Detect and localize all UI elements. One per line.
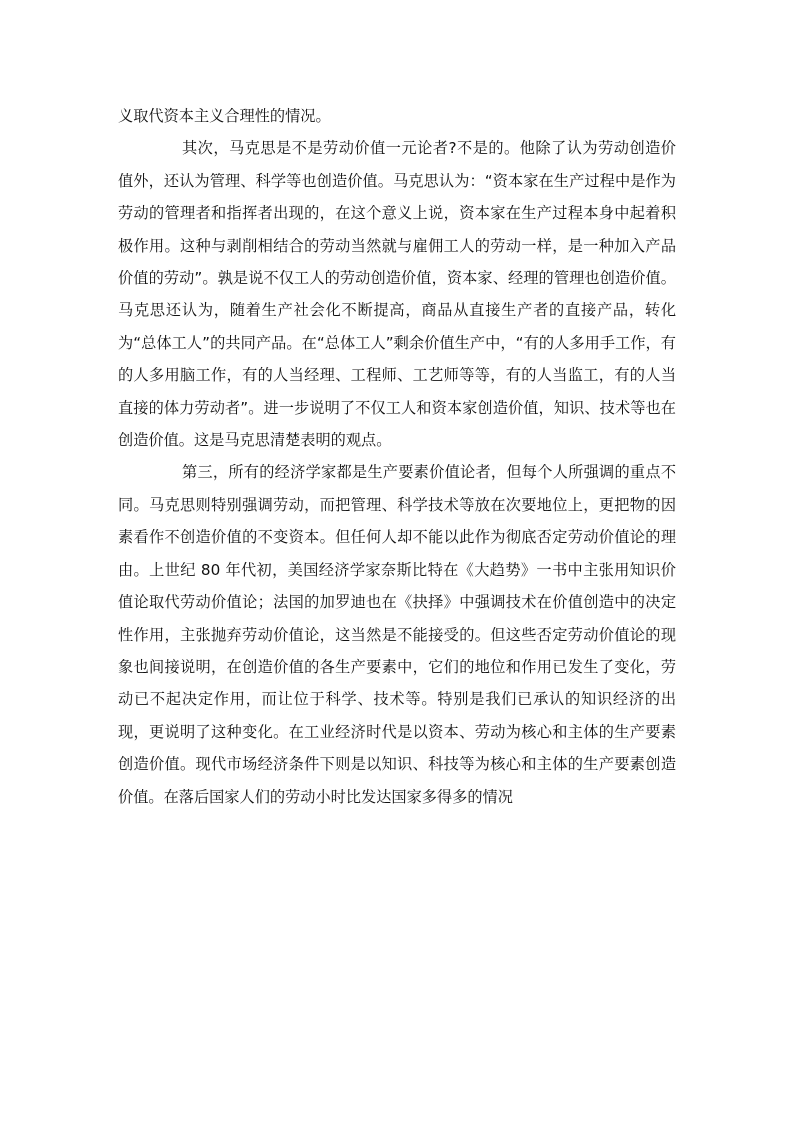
paragraph-second-point: 其次，马克思是不是劳动价值一元论者?不是的。他除了认为劳动创造价值外，还认为管理、科学等也创造价值。马克思认为：“资本家在生产过程中是作为劳动的管理者和指挥者出现的，在这个意义上说，资本家在生产过程本身中起着积极作用。这种与剥削相结合的劳动当然就与雇佣工人的劳动一样，是一种加入产品价值的劳动”。孰是说不仅工人的劳动创造价值，资本家、经理的管理也创造价值。马克思还认为，随着生产社会化不断提高，商品从直接生产者的直接产品，转化为“总体工人”的共同产品。在“总体工人”剩余价值生产中，“有的人多用手工作，有的人多用脑工作，有的人当经理、工程师、工艺师等等，有的人当监工，有的人当直接的体力劳动者”。进一步说明了不仅工人和资本家创造价值，知识、技术等也在创造价值。这是马克思清楚表明的观点。 (118, 139, 676, 450)
paragraph-continuation: 义取代资本主义合理性的情况。 (118, 107, 331, 125)
paragraph-third-point: 第三，所有的经济学家都是生产要素价值论者，但每个人所强调的重点不同。马克思则特别强调劳动，而把管理、科学技术等放在次要地位上，更把物的因素看作不创造价值的不变资本。但任何人却不能以此作为彻底否定劳动价值论的理由。上世纪 80 年代初，美国经济学家奈斯比特在《大趋势》一书中主张用知识价值论取代劳动价值论；法国的加罗迪也在《抉择》中强调技术在价值创造中的决定性作用，主张抛弃劳动价值论，这当然是不能接受的。但这些否定劳动价值论的现象也间接说明，在创造价值的各生产要素中，它们的地位和作用已发生了变化，劳动已不起决定作用，而让位于科学、技术等。特别是我们已承认的知识经济的出现，更说明了这种变化。在工业经济时代是以资本、劳动为核心和主体的生产要素创造价值。现代市场经济条件下则是以知识、科技等为核心和主体的生产要素创造价值。在落后国家人们的劳动小时比发达国家多得多的情况 (118, 463, 676, 806)
document-body (118, 100, 676, 813)
